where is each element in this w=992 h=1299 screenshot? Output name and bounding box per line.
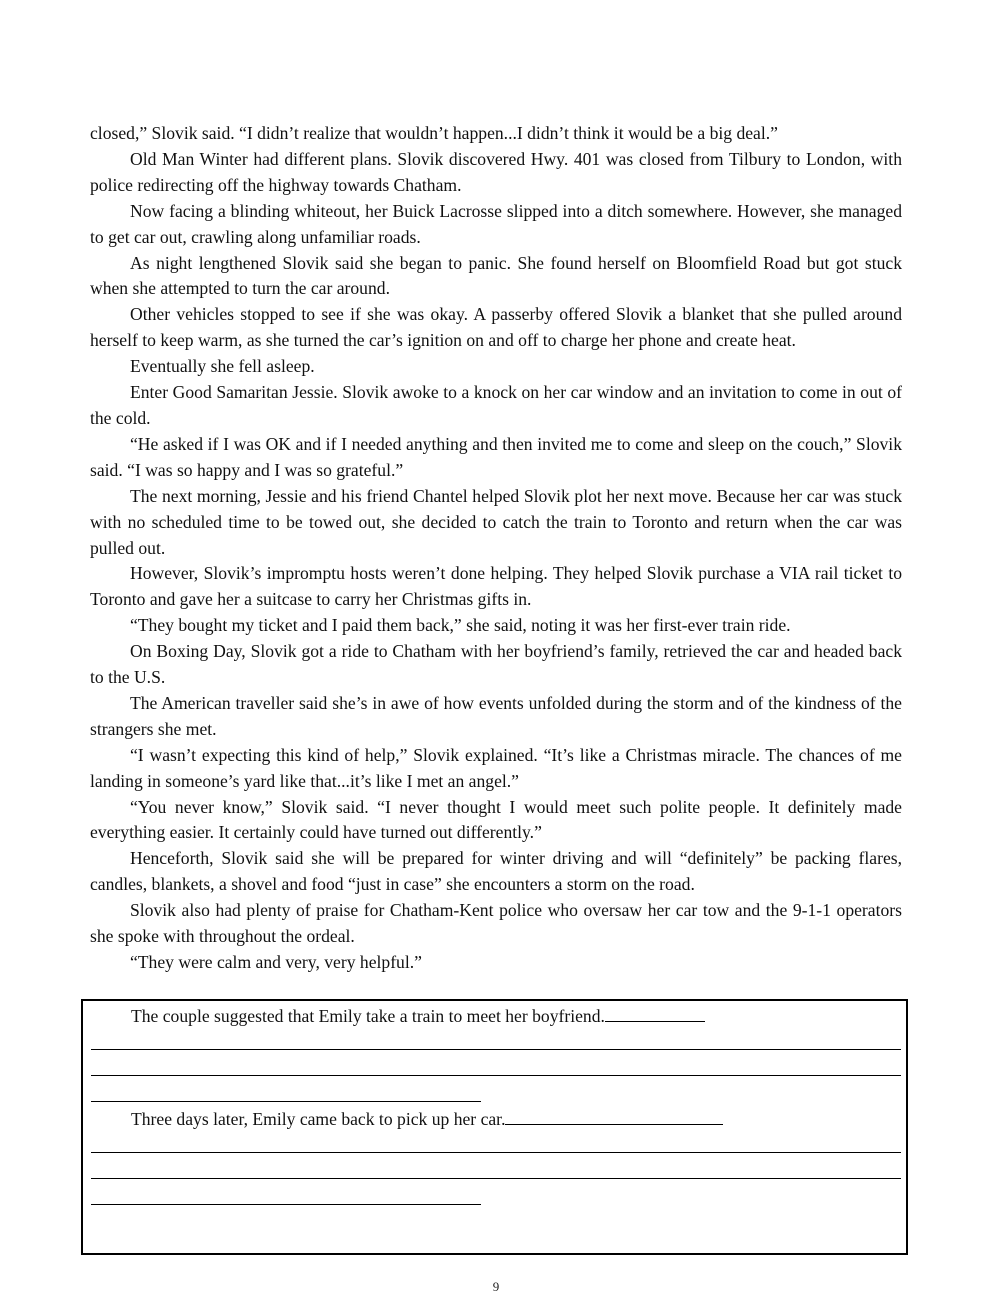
article-paragraph: On Boxing Day, Slovik got a ride to Chatham with her boyfriend’s family, retrieved the car and headed back to the U.S. — [90, 641, 902, 688]
answer-line[interactable] — [91, 1101, 481, 1102]
answer-line[interactable] — [91, 1075, 901, 1076]
article-paragraph: closed,” Slovik said. “I didn’t realize that wouldn’t happen...I didn’t think it would be a big deal.” — [90, 123, 778, 143]
article-paragraph: As night lengthened Slovik said she began to panic. She found herself on Bloomfield Road but got stuck when she attempted to turn the car around. — [90, 252, 902, 299]
article-paragraph: Other vehicles stopped to see if she was okay. A passerby offered Slovik a blanket that she pulled around herself to keep warm, as she turned the car’s ignition on and off to charge her phone and create heat. — [90, 304, 902, 351]
answer-line[interactable] — [91, 1178, 901, 1179]
task-statement-row — [91, 1106, 901, 1132]
judgement-blank[interactable] — [505, 1106, 723, 1125]
answer-line[interactable] — [91, 1049, 901, 1050]
task-item-2 — [91, 1106, 901, 1210]
task-item-1 — [91, 1003, 901, 1107]
article-paragraph: “You never know,” Slovik said. “I never thought I would meet such polite people. It definitely made everything easier. It certainly could have turned out differently.” — [90, 796, 902, 843]
page-number: 9 — [492, 1279, 500, 1294]
task-box — [81, 999, 908, 1255]
article-paragraph: “They were calm and very, very helpful.” — [130, 952, 422, 972]
article-paragraph: “They bought my ticket and I paid them back,” she said, noting it was her first-ever train ride. — [130, 615, 791, 636]
task-statement: Three days later, Emily came back to pick up her car. — [131, 1109, 506, 1129]
answer-line[interactable] — [91, 1204, 481, 1205]
article-paragraph: Now facing a blinding whiteout, her Buick Lacrosse slipped into a ditch somewhere. However, she managed to get car out, crawling along unfamiliar roads. — [90, 200, 902, 247]
article-paragraph: Slovik also had plenty of praise for Chatham-Kent police who oversaw her car tow and the 9-1-1 operators she spoke with throughout the ordeal. — [90, 900, 902, 947]
judgement-blank[interactable] — [605, 1003, 705, 1022]
article-paragraph: Enter Good Samaritan Jessie. Slovik awoke to a knock on her car window and an invitation to come in out of the cold. — [90, 382, 902, 428]
article-paragraph: The American traveller said she’s in awe of how events unfolded during the storm and of the kindness of the strangers she met. — [90, 692, 902, 739]
article-paragraph: “I wasn’t expecting this kind of help,” Slovik explained. “It’s like a Christmas miracle. The chances of me landing in someone’s yard like that...it’s like I met an angel.” — [90, 744, 902, 791]
article-paragraph: The next morning, Jessie and his friend Chantel helped Slovik plot her next move. Because her car was stuck with no scheduled time to be towed out, she decided to catch the train to Toronto and return when the car was pulled out. — [90, 485, 902, 558]
article-paragraph: However, Slovik’s impromptu hosts weren’t done helping. They helped Slovik purchase a VIA rail ticket to Toronto and gave her a suitcase to carry her Christmas gifts in. — [90, 563, 902, 610]
article-paragraph: Old Man Winter had different plans. Slovik discovered Hwy. 401 was closed from Tilbury to London, with police redirecting off the highway towards Chatham. — [90, 148, 902, 195]
task-statement: The couple suggested that Emily take a train to meet her boyfriend. — [131, 1006, 605, 1026]
answer-line[interactable] — [91, 1152, 901, 1153]
article-paragraph: “He asked if I was OK and if I needed anything and then invited me to come and sleep on the couch,” Slovik said. “I was so happy and I was so grateful.” — [90, 433, 902, 480]
article-paragraph: Eventually she fell asleep. — [130, 356, 315, 377]
article-text — [90, 121, 902, 976]
article-paragraph: Henceforth, Slovik said she will be prepared for winter driving and will “definitely” be packing flares, candles, blankets, a shovel and food “just in case” she encounters a storm on the road. — [90, 848, 902, 895]
task-statement-row — [91, 1003, 901, 1029]
